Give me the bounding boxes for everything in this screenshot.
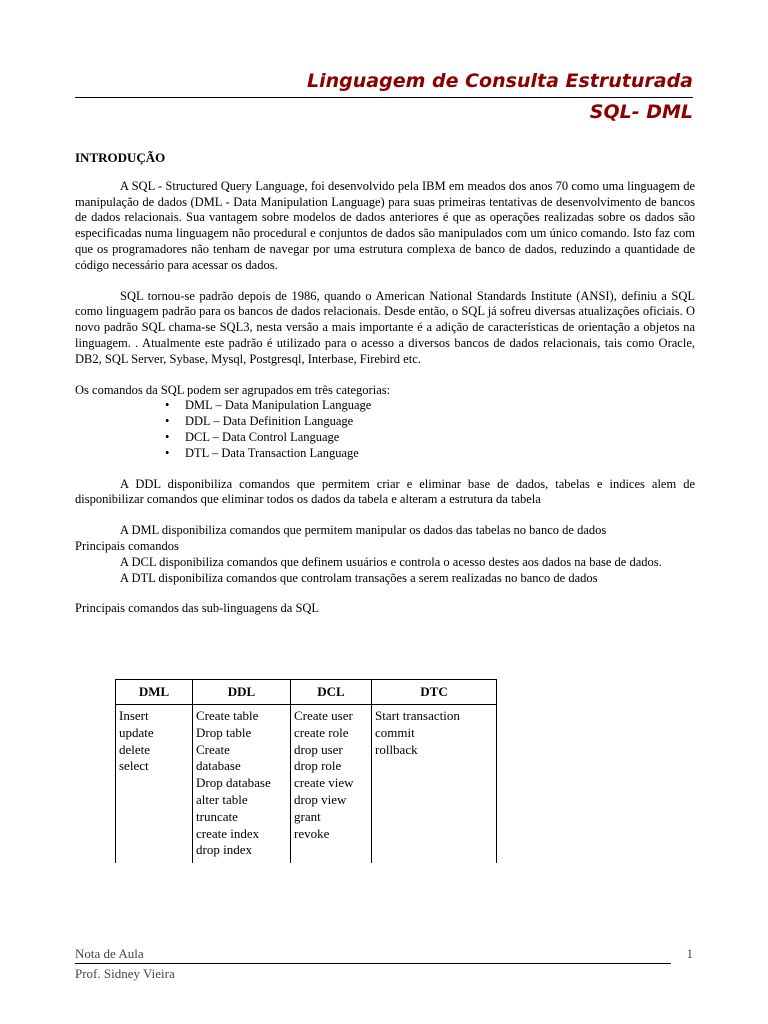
document-title: Linguagem de Consulta Estruturada (307, 70, 693, 92)
table-cell-item: drop view (294, 791, 347, 807)
principais-comandos: Principais comandos (75, 538, 179, 553)
list-item: • DML – Data Manipulation Language (185, 398, 695, 414)
table-cell-item: Create user (294, 708, 353, 723)
intro-paragraph-2: SQL tornou-se padrão depois de 1986, quando o American National Standards Institute (ANSI), definiu a SQL como linguagem padrão para os bancos de dados relacionais. Desde então, o SQL já sofreu diversas atualizações oficiais. O novo padrão SQL chama-se SQL3, nesta versão a mais importante é a adição de características de orientação a objetos na linguagem. . Atualmente este padrão é utilizado para o acesso a diversos bancos de dados relacionais, tais como Oracle, DB2, SQL Server, Sybase, Mysql, Postgresql, Interbase, Firebird etc. (75, 288, 695, 366)
list-item: • DTL – Data Transaction Language (185, 446, 695, 462)
table-cell-item: create view (294, 775, 354, 791)
dtl-paragraph: A DTL disponibiliza comandos que controlam transações a serem realizadas no banco de dados (120, 570, 598, 585)
page-number: 1 (686, 946, 693, 961)
table-cell-item: revoke (294, 825, 330, 841)
table-cell-item: alter table (196, 791, 248, 807)
table-cell-ddl (193, 705, 291, 864)
table-cell-item: drop role (294, 758, 342, 774)
table-cell-dtc (372, 705, 497, 864)
table-cell-item: Insert (119, 708, 149, 723)
commands-table (115, 679, 497, 863)
section-heading: INTRODUÇÃO (75, 150, 166, 165)
table-row (116, 705, 497, 864)
dcl-paragraph: A DCL disponibiliza comandos que definem usuários e controla o acesso destes aos dados na base de dados. (120, 554, 662, 569)
table-cell-item: commit (375, 724, 415, 740)
document-subtitle: SQL- DML (589, 101, 693, 123)
footer-divider (75, 963, 671, 964)
table-cell-item: grant (294, 808, 321, 824)
table-cell-item: Drop database (196, 775, 271, 791)
dml-paragraph: A DML disponibiliza comandos que permitem manipular os dados das tabelas no banco de dados (120, 523, 607, 538)
table-cell-item: Create (196, 741, 230, 757)
table-header-dtc: DTC (372, 680, 497, 705)
table-intro: Principais comandos das sub-linguagens da SQL (75, 601, 320, 616)
table-cell-item: database (196, 758, 241, 774)
table-cell-item: Create table (196, 708, 259, 723)
intro-paragraph-1: A SQL - Structured Query Language, foi desenvolvido pela IBM em meados dos anos 70 como uma linguagem de manipulação de dados (DML - Data Manipulation Language) para suas primeiras tentativas de desenvolvimento de bancos de dados relacionais. Sua vantagem sobre modelos de dados anteriores é que as operações realizadas sobre os dados são especificadas numa linguagem não procedural e conjuntos de dados são manipulados com um único comando. Isto faz com que os programadores não tenham de navegar por uma estrutura complexa de banco de dados, reduzindo a quantidade de código necessário para acessar os dados. (75, 178, 695, 272)
table-cell-item: drop user (294, 741, 343, 757)
document-body (75, 150, 695, 617)
table-cell-item: create role (294, 724, 349, 740)
categories-intro: Os comandos da SQL podem ser agrupados em três categorias: (75, 382, 391, 397)
table-cell-item: delete (119, 741, 151, 757)
categories-list (75, 398, 695, 461)
table-header-dcl: DCL (291, 680, 372, 705)
table-cell-dml (116, 705, 193, 864)
table-header-ddl: DDL (193, 680, 291, 705)
ddl-paragraph: A DDL disponibiliza comandos que permitem criar e eliminar base de dados, tabelas e indices alem de disponibilizar comandos que eliminar todos os dados da tabela e alteram a estrutura da tabela (75, 476, 695, 507)
table-header-dml: DML (116, 680, 193, 705)
footer-author: Prof. Sidney Vieira (75, 966, 175, 981)
table-cell-item: create index (196, 825, 260, 841)
table-cell-item: drop index (196, 842, 252, 858)
table-cell-item: rollback (375, 741, 418, 757)
list-item: • DCL – Data Control Language (185, 430, 695, 446)
table-cell-dcl (291, 705, 372, 864)
header-divider (75, 97, 693, 98)
table-cell-item: select (119, 758, 149, 774)
table-cell-item: truncate (196, 808, 238, 824)
table-header-row (116, 680, 497, 705)
list-item: • DDL – Data Definition Language (185, 414, 695, 430)
table-cell-item: Start transaction (375, 708, 460, 723)
table-cell-item: update (119, 724, 154, 740)
footer-note: Nota de Aula (75, 946, 144, 961)
table-cell-item: Drop table (196, 724, 252, 740)
